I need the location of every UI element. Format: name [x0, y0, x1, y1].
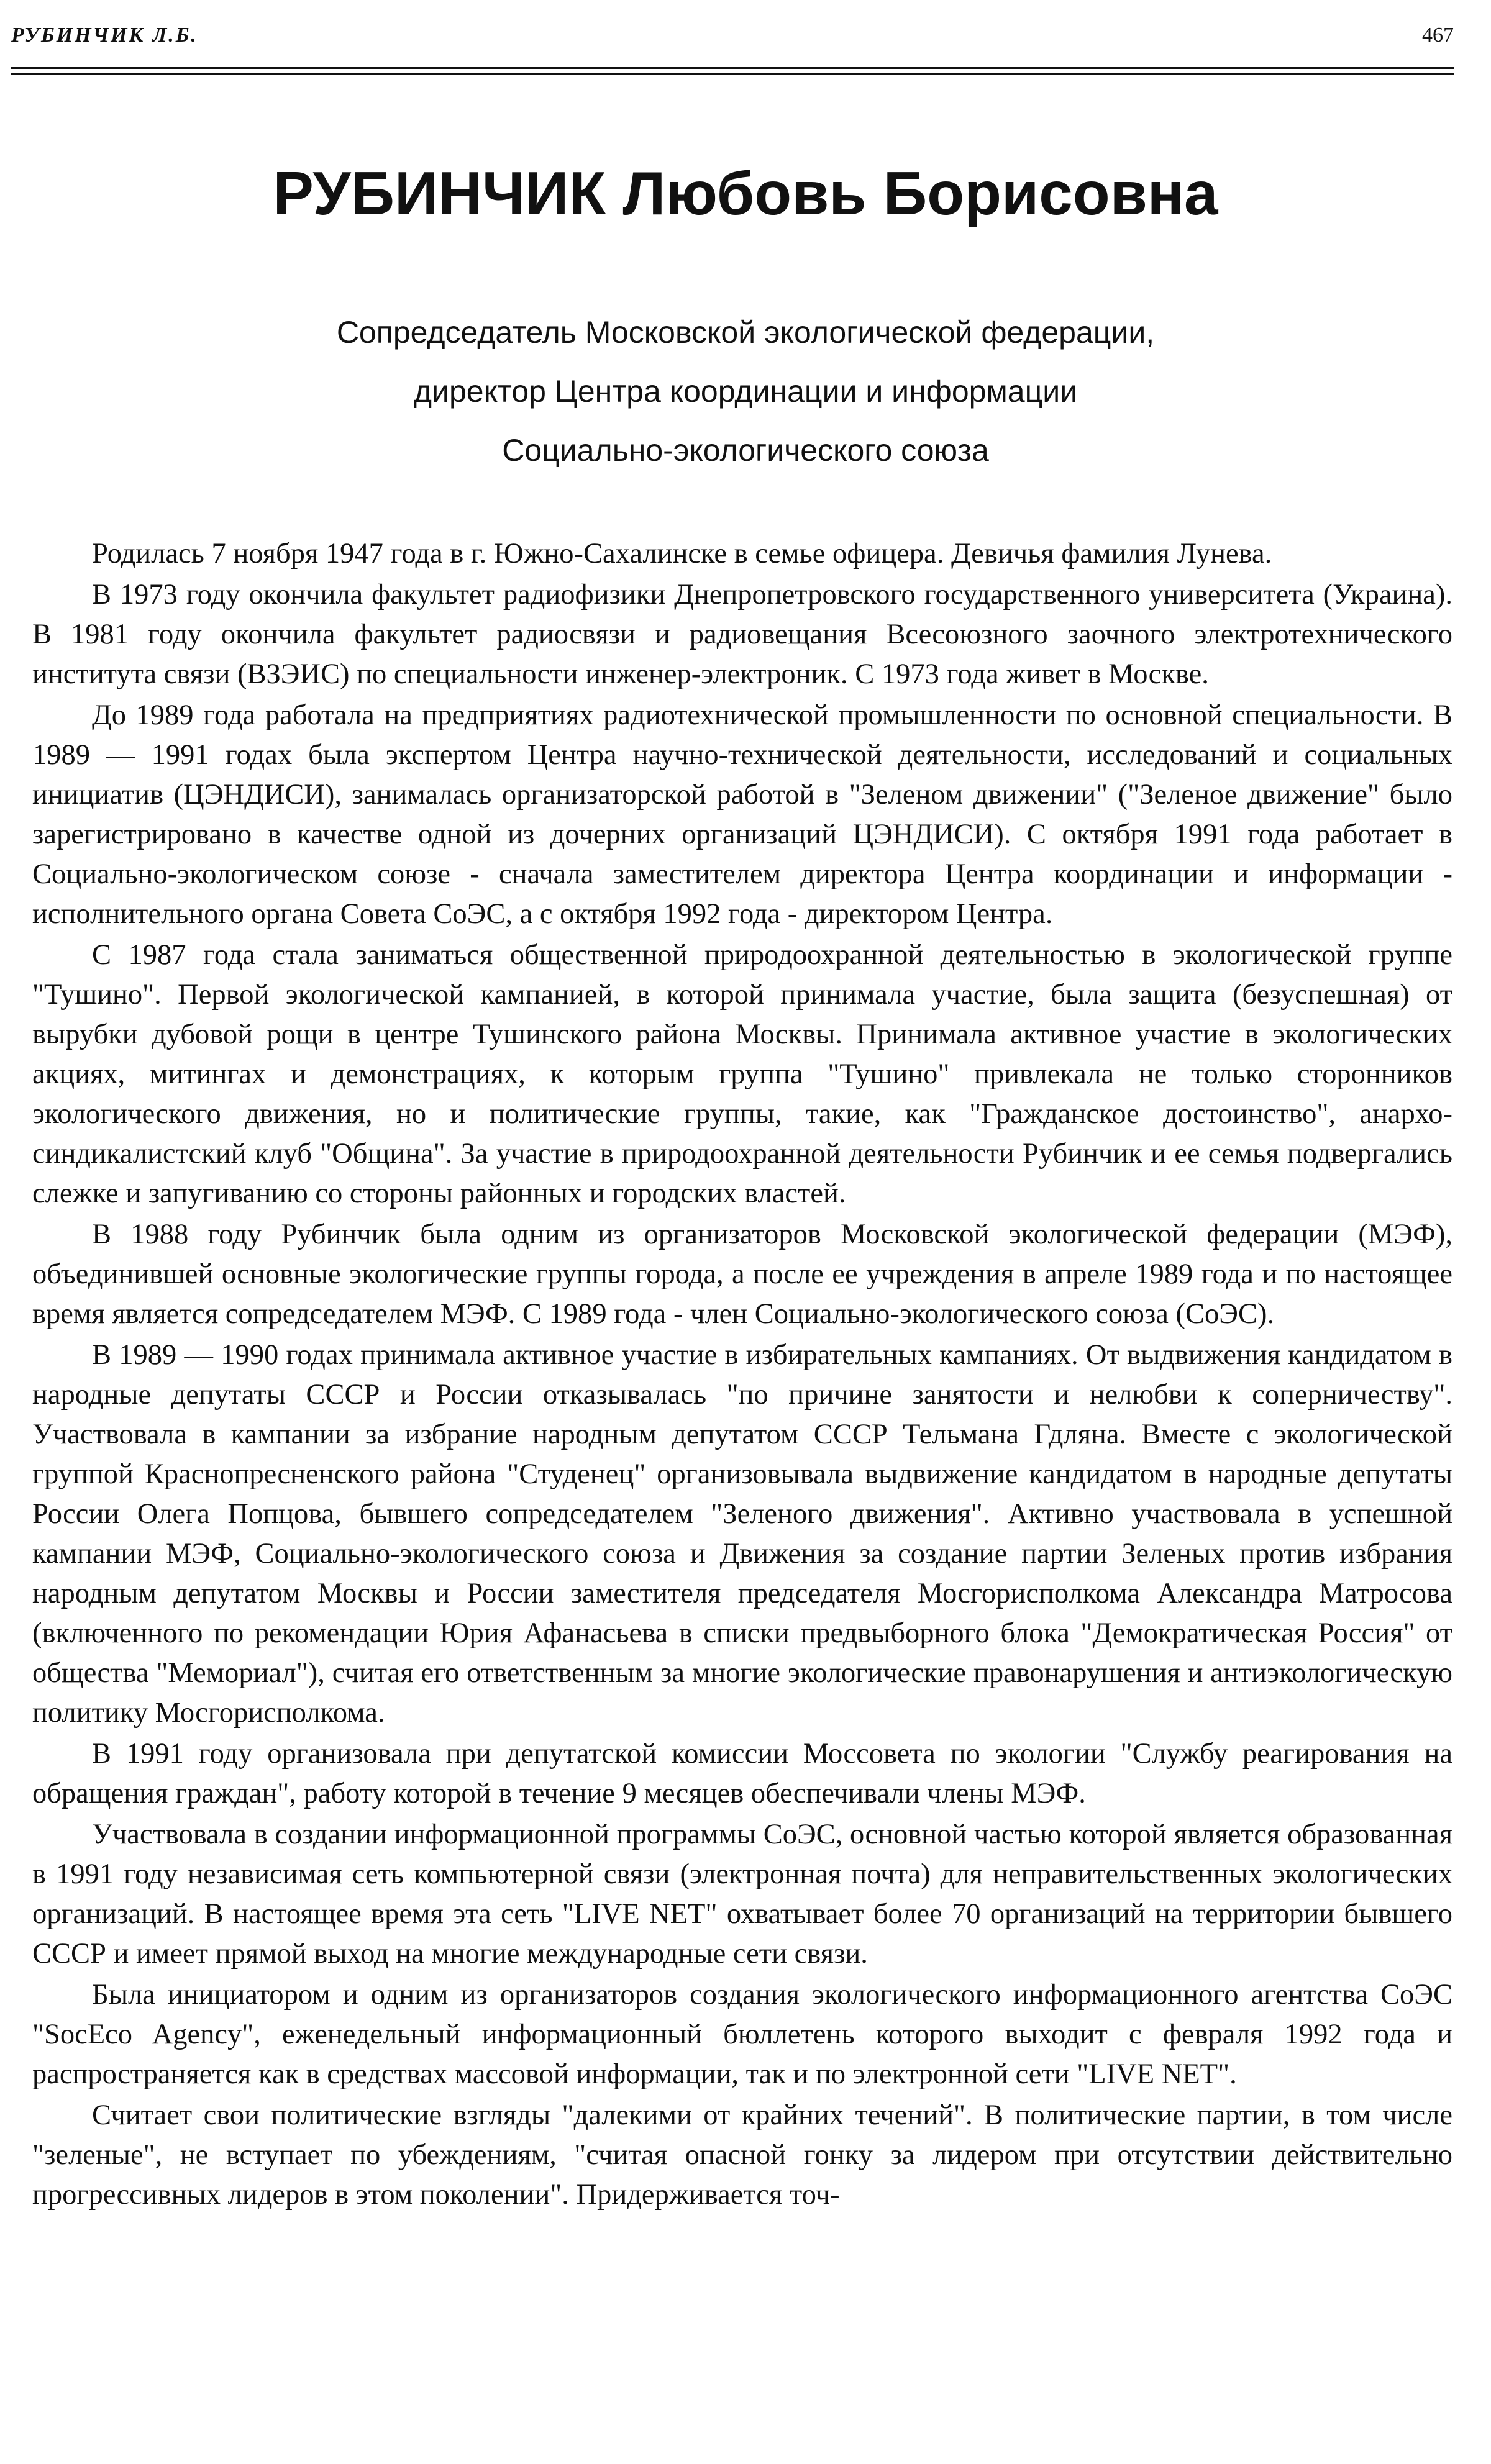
person-name	[0, 160, 1491, 227]
bio-paragraph-agency: Была инициатором и одним из организаторов создания экологического информационного агентства СоЭС "SocEco Agency", еженедельный информационный бюллетень которого выходит с февраля 1992 года и распространяется как в средствах массовой информации, так и по электронной сети "LIVE NET".	[32, 1979, 1452, 2090]
person-surname: РУБИНЧИК	[273, 159, 606, 227]
bio-paragraph-mef: В 1988 году Рубинчик была одним из организаторов Московской экологической федерации (МЭФ), объединившей основные экологические группы города, а после ее учреждения в апреле 1989 года и по настоящее время является сопредседателем МЭФ. С 1989 года - член Социально-экологического союза (СоЭС).	[32, 1219, 1452, 1330]
bio-paragraph-elections: В 1989 — 1990 годах принимала активное участие в избирательных кампаниях. От выдвижения кандидатом в народные депутаты СССР и России отказывалась "по причине занятости и нелюбви к соперничеству". Участвовала в кампании за избрание народным депутатом СССР Тельмана Гдляна. Вместе с экологической группой Краснопресненского района "Студенец" организовывала выдвижение кандидатом в народные депутаты России Олега Попцова, бывшего сопредседателем "Зеленого движения". Активно участвовала в успешной кампании МЭФ, Социально-экологического союза и Движения за создание партии Зеленых против избрания народным депутатом Москвы и России заместителя председателя Мосгорисполкома Александра Матросова (включенного по рекомендации Юрия Афанасьева в списки предвыборного блока "Демократическая Россия" от общества "Мемориал"), считая его ответственным за многие экологические правонарушения и антиэкологическую политику Мосгорисполкома.	[32, 1339, 1452, 1729]
running-head-title: РУБИНЧИК Л.Б.	[11, 24, 198, 47]
person-given-names: Любовь Борисовна	[622, 159, 1218, 227]
position-line: директор Центра координации и информации	[413, 374, 1078, 409]
bio-paragraph-mossovet: В 1991 году организовала при депутатской комиссии Моссовета по экологии "Службу реагирования на обращения граждан", работу которой в течение 9 месяцев обеспечивали члены МЭФ.	[32, 1738, 1452, 1809]
biography-text	[32, 534, 1452, 2216]
positions-block	[0, 303, 1491, 480]
position-line: Социально-экологического союза	[502, 433, 989, 468]
bio-paragraph-views: Считает свои политические взгляды "далекими от крайних течений". В политические партии, в том числе "зеленые", не вступает по убеждениям, "считая опасной гонку за лидером при отсутствии действительно прогрессивных лидеров в этом поколении". Придерживается точ-	[32, 2099, 1452, 2211]
bio-paragraph-career: До 1989 года работала на предприятиях радиотехнической промышленности по основной специальности. В 1989 — 1991 годах была экспертом Центра научно-технической деятельности, исследований и социальных инициатив (ЦЭНДИСИ), занималась организаторской работой в "Зеленом движении" ("Зеленое движение" было зарегистрировано в качестве одной из дочерних организаций ЦЭНДИСИ). С октября 1991 года работает в Социально-экологическом союзе - сначала заместителем директора Центра координации и информации - исполнительного органа Совета СоЭС, а с октября 1992 года - директором Центра.	[32, 699, 1452, 930]
bio-paragraph-livenet: Участвовала в создании информационной программы СоЭС, основной частью которой является образованная в 1991 году независимая сеть компьютерной связи (электронная почта) для неправительственных экологических организаций. В настоящее время эта сеть "LIVE NET" охватывает более 70 организаций на территории бывшего СССР и имеет прямой выход на многие международные сети связи.	[32, 1819, 1452, 1970]
running-header	[11, 24, 1454, 61]
page-number: 467	[1422, 24, 1454, 47]
bio-paragraph-education: В 1973 году окончила факультет радиофизики Днепропетровского государственного университета (Украина). В 1981 году окончила факультет радиосвязи и радиовещания Всесоюзного заочного электротехнического института связи (ВЗЭИС) по специальности инженер-электроник. С 1973 года живет в Москве.	[32, 579, 1452, 690]
position-line: Сопредседатель Московской экологической федерации,	[336, 315, 1155, 350]
bio-paragraph-tushino: С 1987 года стала заниматься общественной природоохранной деятельностью в экологической группе "Тушино". Первой экологической кампанией, в которой принимала участие, была защита (безуспешная) от вырубки дубовой рощи в центре Тушинского района Москвы. Принимала активное участие в экологических акциях, митингах и демонстрациях, к которым группа "Тушино" привлекала не только сторонников экологического движения, но и политические группы, такие, как "Гражданское достоинство", анархо-синдикалистский клуб "Община". За участие в природоохранной деятельности Рубинчик и ее семья подвергались слежке и запугиванию со стороны районных и городских властей.	[32, 939, 1452, 1209]
header-rule-secondary	[11, 73, 1454, 75]
header-rule	[11, 67, 1454, 69]
bio-paragraph-birth: Родилась 7 ноября 1947 года в г. Южно-Сахалинске в семье офицера. Девичья фамилия Лунева.	[92, 538, 1272, 570]
